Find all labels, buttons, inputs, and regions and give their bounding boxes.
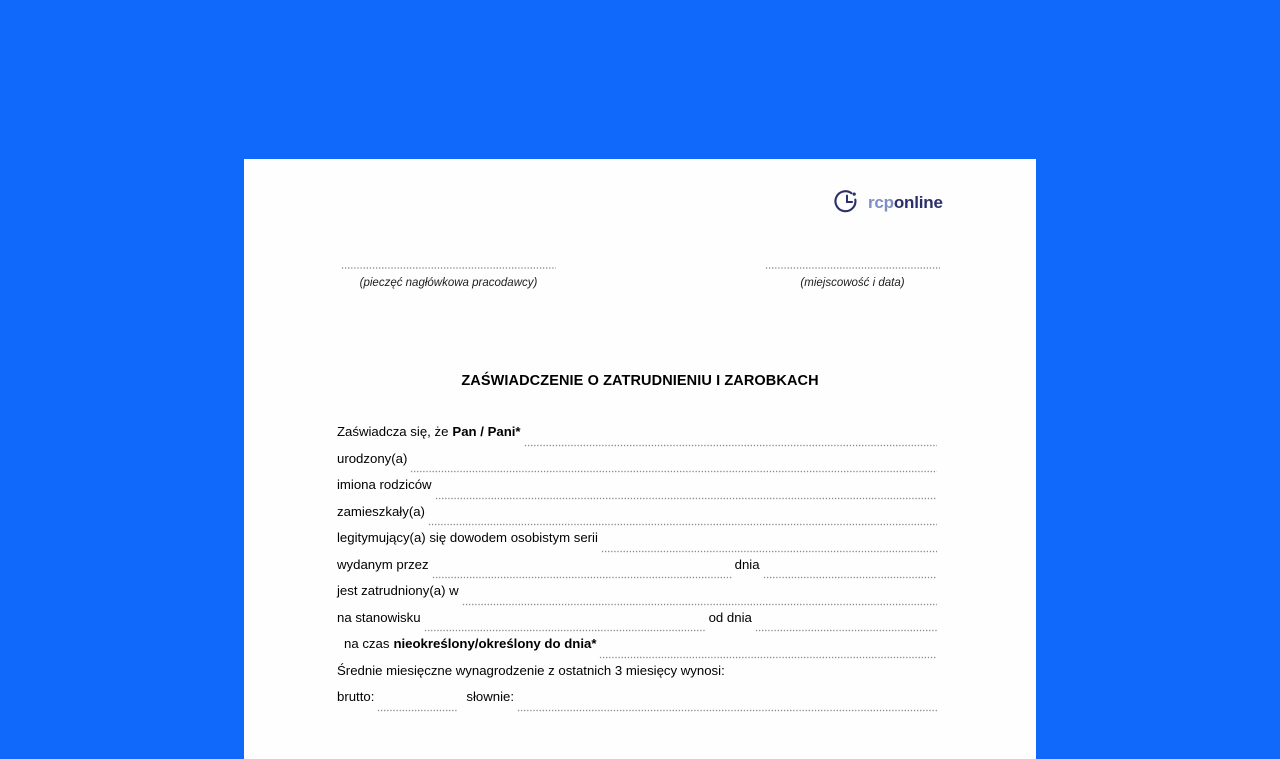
label-dnia: dnia xyxy=(734,556,760,572)
label-imiona-rodzicow: imiona rodziców xyxy=(337,477,432,492)
employer-stamp-block xyxy=(341,264,556,291)
label-na-czas: na czas xyxy=(344,636,390,651)
blank-issued-by[interactable] xyxy=(432,572,732,583)
field-line-position xyxy=(337,610,940,637)
logo-text-rcp: rcp xyxy=(868,192,894,212)
employer-stamp-caption: (pieczęć nagłówkowa pracodawcy) xyxy=(359,277,538,289)
field-line-gross-salary xyxy=(337,689,940,716)
label-srednie-wynagrodzenie: Średnie miesięczne wynagrodzenie z ostatnich 3 miesięcy wynosi: xyxy=(337,662,725,678)
label-pan-pani: Pan / Pani* xyxy=(452,424,521,439)
document-page xyxy=(244,159,1036,759)
page-title: ZAŚWIADCZENIE O ZATRUDNIENIU I ZAROBKACH xyxy=(461,373,819,389)
rcponline-logo xyxy=(834,189,943,215)
label-nieokreslony-okreslony: nieokreślony/określony do dnia* xyxy=(393,636,597,651)
logo-text-online: online xyxy=(893,192,943,212)
label-jest-zatrudniony-w: jest zatrudniony(a) w xyxy=(337,583,459,598)
logo-wordmark xyxy=(868,194,943,211)
label-slownie: słownie: xyxy=(466,689,515,704)
label-od-dnia: od dnia xyxy=(708,609,752,625)
blank-gross-amount[interactable] xyxy=(377,705,457,716)
label-dowod-osobisty-serii: legitymujący(a) się dowodem osobistym serii xyxy=(337,530,598,545)
field-line-employer xyxy=(337,583,940,610)
blank-employer[interactable] xyxy=(462,599,937,610)
field-line-birthdate xyxy=(337,451,940,478)
place-and-date-block xyxy=(765,264,940,291)
document-body xyxy=(337,424,940,716)
blank-position[interactable] xyxy=(424,625,706,636)
field-line-id-series xyxy=(337,530,940,557)
place-and-date-caption: (miejscowość i data) xyxy=(800,277,905,289)
field-line-address xyxy=(337,504,940,531)
blank-id-series[interactable] xyxy=(601,546,937,557)
blank-address[interactable] xyxy=(428,519,937,530)
label-wydanym-przez: wydanym przez xyxy=(337,556,429,572)
field-line-issued-by xyxy=(337,557,940,584)
field-line-parents xyxy=(337,477,940,504)
label-urodzony: urodzony(a) xyxy=(337,450,408,466)
label-na-stanowisku: na stanowisku xyxy=(337,609,421,625)
label-brutto: brutto: xyxy=(337,689,375,704)
label-zamieszkaly: zamieszkały(a) xyxy=(337,503,425,519)
document-header-blocks xyxy=(244,264,1036,304)
employer-stamp-rule xyxy=(341,264,556,272)
blank-birthdate[interactable] xyxy=(410,466,937,477)
clock-icon xyxy=(834,189,860,215)
blank-parents[interactable] xyxy=(435,493,937,504)
blank-start-date[interactable] xyxy=(755,625,937,636)
field-line-contract-term xyxy=(337,636,940,663)
label-zaswiadcza-sie: Zaświadcza się, że xyxy=(337,424,449,439)
blank-issue-date[interactable] xyxy=(763,572,937,583)
place-and-date-rule xyxy=(765,264,940,272)
field-line-name xyxy=(337,424,940,451)
blank-contract-end-date[interactable] xyxy=(599,652,937,663)
blank-name[interactable] xyxy=(524,440,937,451)
blank-gross-words[interactable] xyxy=(517,705,937,716)
field-line-salary-heading xyxy=(337,663,940,690)
